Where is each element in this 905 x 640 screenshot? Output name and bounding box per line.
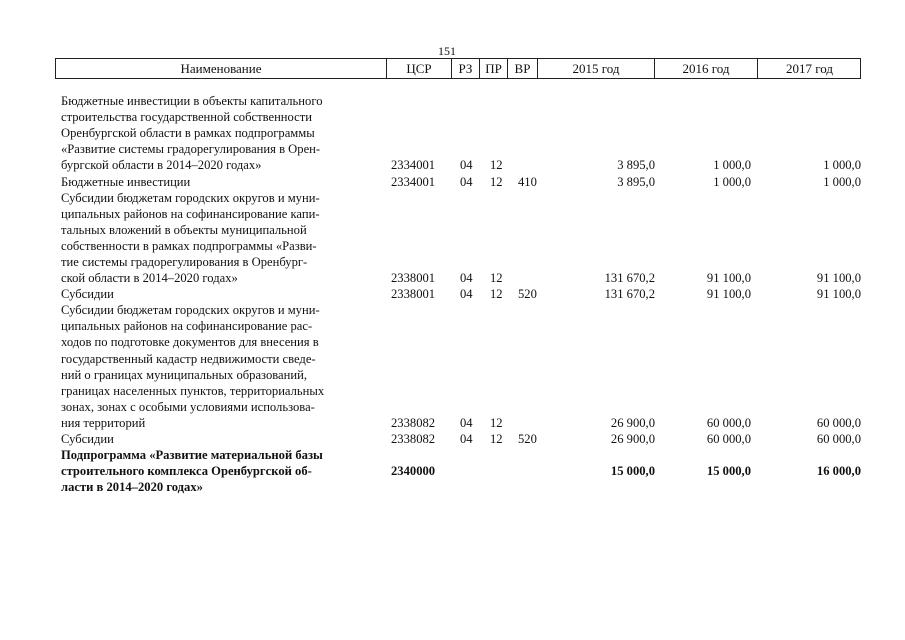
row-2017: 91 100,0 <box>816 287 861 302</box>
row-pr: 12 <box>490 158 503 173</box>
row-2016: 15 000,0 <box>706 464 751 479</box>
row-2017: 1 000,0 <box>823 174 861 189</box>
row-name-line: тие системы градорегулирования в Оренбург- <box>61 254 308 269</box>
header-2017: 2017 год <box>786 61 833 76</box>
header-vr: ВР <box>514 61 531 76</box>
row-name <box>61 190 383 287</box>
row-pr: 12 <box>490 415 503 430</box>
row-2017: 60 000,0 <box>816 415 861 430</box>
row-csr: 2340000 <box>391 464 436 479</box>
row-pr: 12 <box>490 287 503 302</box>
page-number: 151 <box>438 44 456 58</box>
row-2017: 60 000,0 <box>816 432 861 447</box>
row-2015: 15 000,0 <box>610 464 655 479</box>
row-name-line: ния территорий <box>61 415 146 430</box>
row-pr: 12 <box>490 432 503 447</box>
row-name-line: Бюджетные инвестиции в объекты капитального <box>61 94 323 108</box>
row-name-line: ний о границах муниципальных образований, <box>61 367 307 382</box>
row-name-line: собственности в рамках подпрограммы «Разви- <box>61 238 317 253</box>
row-csr: 2338082 <box>391 415 436 430</box>
row-name-line: бургской области в 2014–2020 годах» <box>61 158 262 173</box>
row-name-line: государственный кадастр недвижимости сведе- <box>61 351 316 366</box>
row-name-line: Оренбургской области в рамках подпрограммы <box>61 126 315 141</box>
row-vr: 410 <box>518 174 537 189</box>
row-csr: 2338082 <box>391 432 436 447</box>
row-2016: 91 100,0 <box>706 271 751 286</box>
row-name-line: «Развитие системы градорегулирования в Орен- <box>61 142 321 157</box>
row-2017: 16 000,0 <box>816 464 861 479</box>
row-name-line: ципальных районов на софинансирование рас- <box>61 319 313 334</box>
row-2015: 26 900,0 <box>610 415 655 430</box>
row-name-line: строительного комплекса Оренбургской об- <box>61 464 312 479</box>
row-csr: 2334001 <box>391 158 436 173</box>
row-pr: 12 <box>490 174 503 189</box>
header-pr: ПР <box>485 61 502 76</box>
table-header <box>55 58 861 79</box>
row-name-line: зонах, зонах с особыми условиями использова- <box>61 399 315 414</box>
row-name-line: границах населенных пунктов, территориальных <box>61 383 325 398</box>
row-name-line: ходов по подготовке документов для внесения в <box>61 335 319 350</box>
row-rz: 04 <box>460 271 473 286</box>
row-name-line: Бюджетные инвестиции <box>61 174 191 189</box>
row-2016: 60 000,0 <box>706 432 751 447</box>
row-2015: 131 670,2 <box>604 271 655 286</box>
row-name <box>61 431 383 447</box>
header-name: Наименование <box>180 61 262 76</box>
row-2015: 3 895,0 <box>617 158 655 173</box>
row-name-line: Субсидии бюджетам городских округов и муни- <box>61 190 320 205</box>
row-name-line: ской области в 2014–2020 годах» <box>61 271 238 286</box>
row-vr: 520 <box>518 432 537 447</box>
row-rz: 04 <box>460 174 473 189</box>
row-name-line: Субсидии <box>61 432 114 447</box>
header-2015: 2015 год <box>572 61 620 76</box>
row-2015: 3 895,0 <box>617 174 655 189</box>
row-rz: 04 <box>460 158 473 173</box>
row-rz: 04 <box>460 415 473 430</box>
header-csr: ЦСР <box>406 61 432 76</box>
row-vr: 520 <box>518 287 537 302</box>
row-name <box>61 93 383 173</box>
row-2016: 1 000,0 <box>713 158 751 173</box>
row-name-line: Подпрограмма «Развитие материальной базы <box>61 448 323 463</box>
row-2017: 1 000,0 <box>823 158 861 173</box>
row-rz: 04 <box>460 432 473 447</box>
row-rz: 04 <box>460 287 473 302</box>
row-2015: 131 670,2 <box>604 287 655 302</box>
row-csr: 2338001 <box>391 271 436 286</box>
row-2016: 60 000,0 <box>706 415 751 430</box>
row-2017: 91 100,0 <box>816 271 861 286</box>
row-2015: 26 900,0 <box>610 432 655 447</box>
row-pr: 12 <box>490 271 503 286</box>
row-name-line: строительства государственной собственности <box>61 110 312 125</box>
row-csr: 2334001 <box>391 174 436 189</box>
row-name-line: ципальных районов на софинансирование капи- <box>61 206 320 221</box>
row-name-line: Субсидии бюджетам городских округов и муни- <box>61 303 320 318</box>
row-name <box>61 286 383 302</box>
row-name-line: ласти в 2014–2020 годах» <box>61 480 203 495</box>
row-csr: 2338001 <box>391 287 436 302</box>
row-name <box>61 447 383 495</box>
header-rz: РЗ <box>458 61 473 76</box>
row-2016: 91 100,0 <box>706 287 751 302</box>
row-2016: 1 000,0 <box>713 174 751 189</box>
row-name <box>61 302 383 431</box>
header-2016: 2016 год <box>682 61 730 76</box>
row-name-line: Субсидии <box>61 287 114 302</box>
row-name <box>61 174 383 190</box>
row-name-line: тальных вложений в объекты муниципальной <box>61 222 307 237</box>
